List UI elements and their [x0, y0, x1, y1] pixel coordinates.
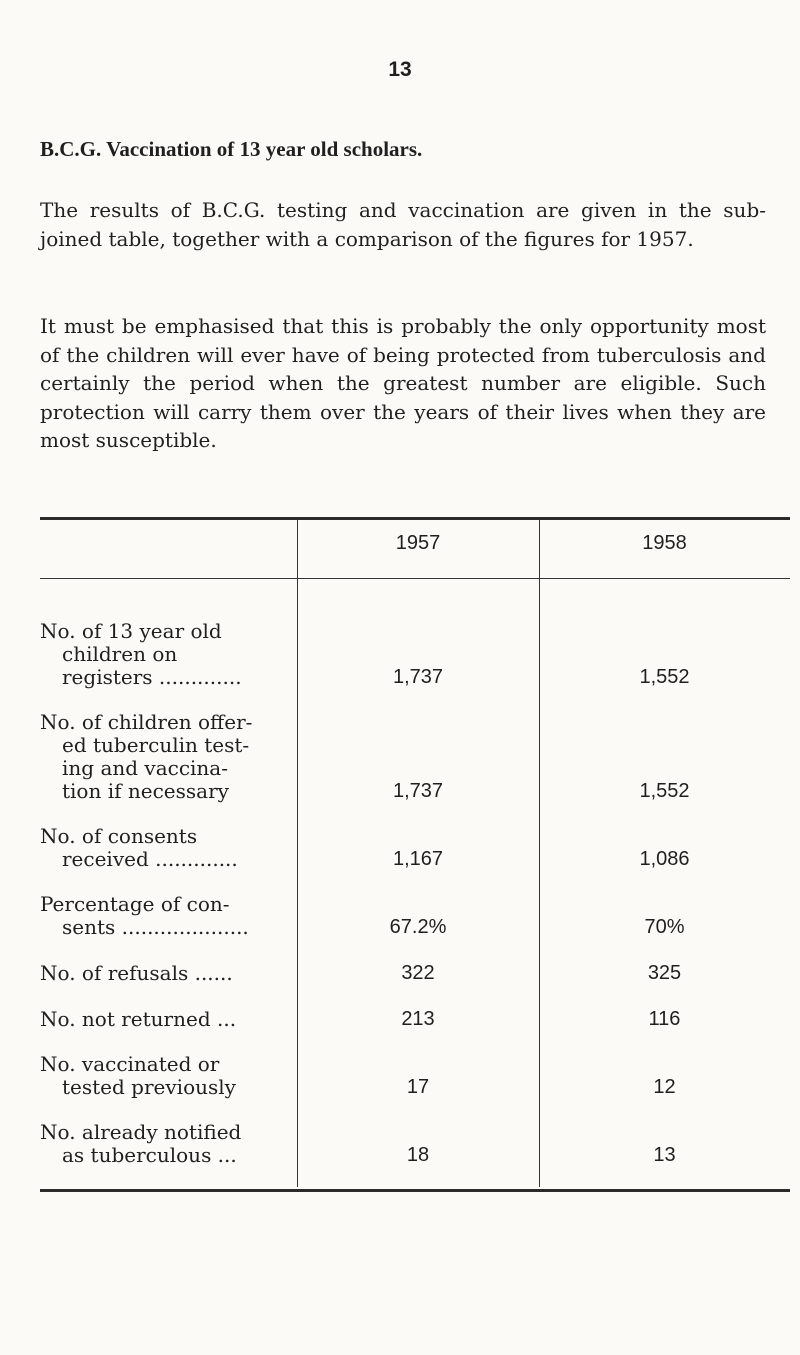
table-cell: 13 — [653, 1144, 676, 1166]
row-label-children-offered: No. of children offer- ed tuberculin test- ing and vaccina- tion if necessary — [40, 710, 253, 803]
table-cell: 325 — [647, 962, 682, 984]
column-header-1958: 1958 — [642, 532, 687, 554]
table-cell: 1,552 — [639, 666, 690, 688]
table-cell: 1,737 — [392, 666, 444, 688]
page-number: 13 — [388, 58, 412, 81]
table-cell: 322 — [401, 962, 435, 984]
row-label-refusals: No. of refusals ...... — [40, 961, 233, 985]
header-underline — [297, 578, 539, 579]
intro-paragraph: The results of B.C.G. testing and vaccination are given in the sub-joined table, together with a comparison of the figures for 1957. — [40, 198, 766, 251]
header-underline — [539, 578, 790, 579]
table-cell: 18 — [406, 1144, 430, 1166]
row-label-percentage-of-consents: Percentage of con- sents .................... — [40, 892, 249, 939]
row-label-already-notified: No. already notified as tuberculous ... — [40, 1120, 242, 1167]
table-cell: 1,737 — [392, 780, 444, 802]
table-bottom-rule — [40, 1189, 790, 1192]
table-cell: 213 — [401, 1008, 435, 1030]
section-heading: B.C.G. Vaccination of 13 year old scholars. — [40, 137, 423, 161]
table-cell: 70% — [644, 916, 685, 938]
table-cell: 1,167 — [392, 848, 444, 870]
table-cell: 1,552 — [639, 780, 690, 802]
row-label-children-on-registers: No. of 13 year old children on registers ............. — [40, 619, 242, 689]
table-cell: 67.2% — [389, 916, 447, 938]
row-label-consents-received: No. of consents received ............. — [40, 824, 238, 871]
table-top-rule — [40, 517, 790, 520]
row-label-vaccinated-previously: No. vaccinated or tested previously — [40, 1052, 236, 1099]
table-cell: 17 — [406, 1076, 430, 1098]
header-underline — [40, 578, 297, 579]
table-cell: 1,086 — [639, 848, 690, 870]
table-cell: 12 — [653, 1076, 676, 1098]
emphasis-paragraph: It must be emphasised that this is probably the only opportunity most of the children will ever have of being protected from tuberculosis and certainly the period when the greatest number are eligible. Such protection will carry them over the years of their lives when they are most susceptible. — [40, 314, 766, 452]
column-header-1957: 1957 — [395, 532, 441, 554]
table-cell: 116 — [648, 1008, 681, 1030]
row-label-not-returned: No. not returned ... — [40, 1007, 237, 1031]
